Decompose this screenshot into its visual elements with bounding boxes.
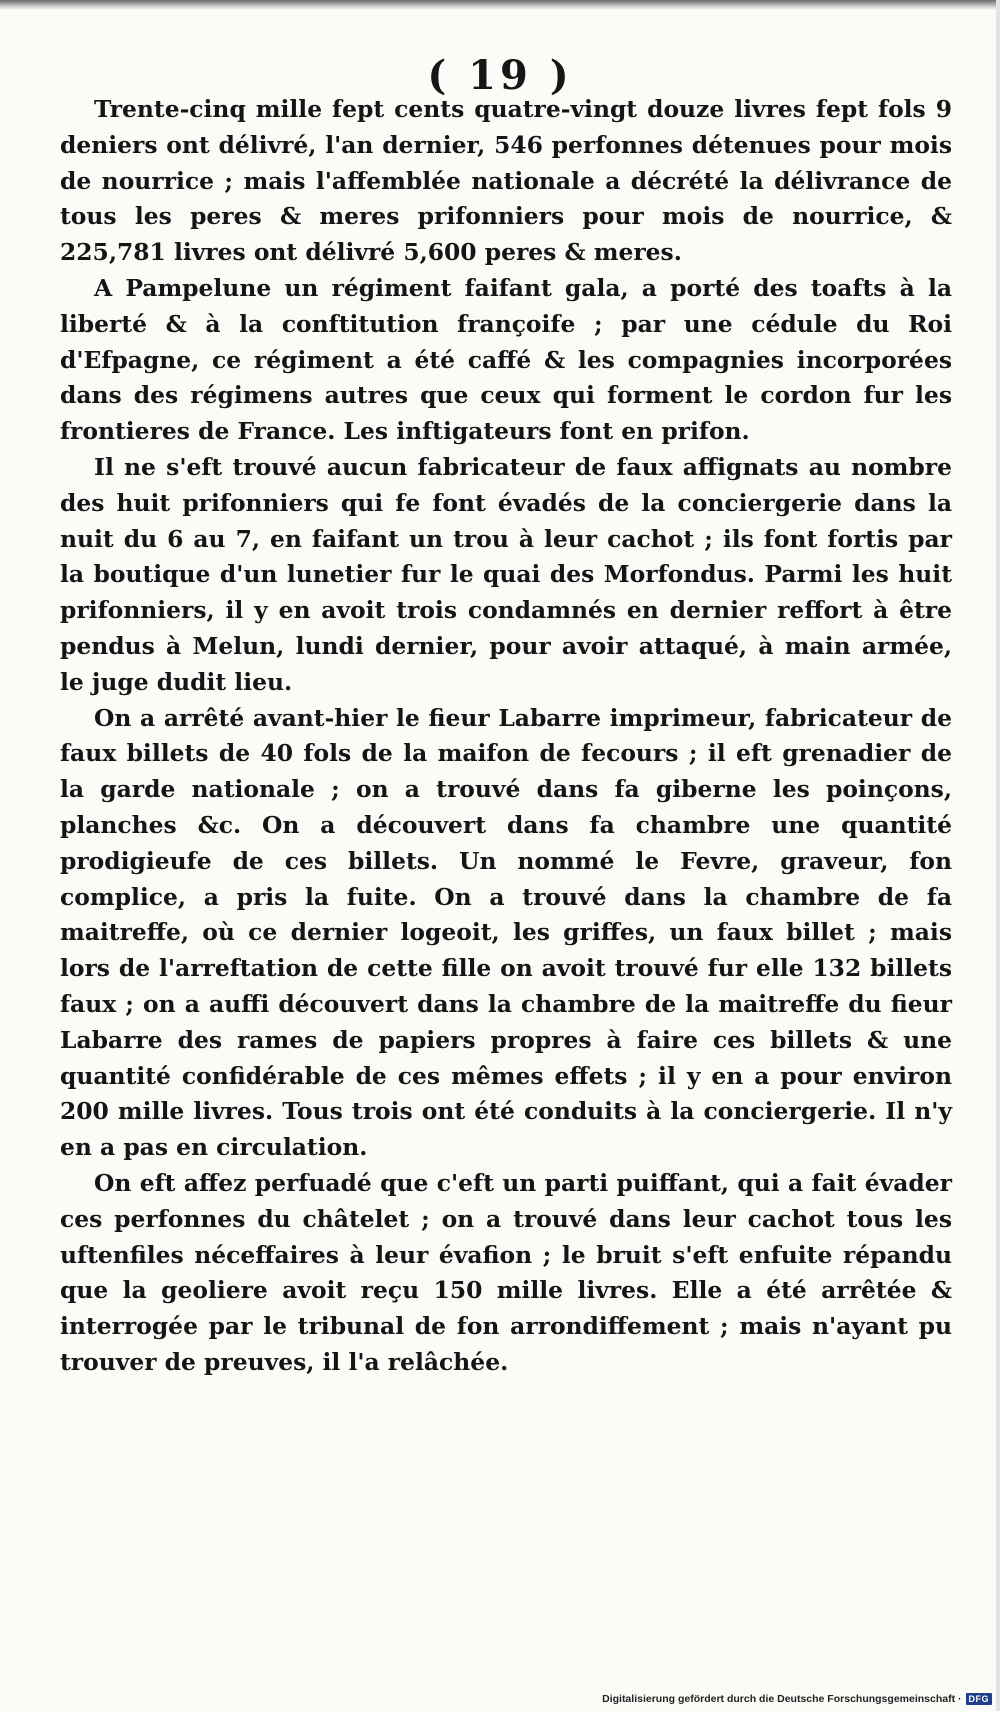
footer-credit: Digitalisierung gefördert durch die Deutsche Forschungsgemeinschaft · xyxy=(602,1693,962,1705)
dfg-logo-icon: DFG xyxy=(966,1693,993,1705)
scan-right-edge xyxy=(996,0,1000,1711)
paragraph-prisonniers: Il ne s'eft trouvé aucun fabricateur de faux affignats au nombre des huit prifonniers qui fe font évadés de la conciergerie dans la nuit du 6 au 7, en faifant un trou à leur cachot ; ils font fortis par la boutique d'un lunetier fur le quai des Morfondus. Parmi les huit prifonniers, il y en avoit trois condamnés en dernier reffort à être pendus à Melun, lundi dernier, pour avoir attaqué, à main armée, le juge dudit lieu. xyxy=(60,452,952,696)
scan-top-edge xyxy=(0,0,1000,10)
paragraph-chatelet: On eft affez perfuadé que c'eft un parti puiffant, qui a fait évader ces perfonnes du châtelet ; on a trouvé dans leur cachot tous les uftenfiles néceffaires à leur évafion ; le bruit s'eft enfuite répandu que la geoliere avoit reçu 150 mille livres. Elle a été arrêtée & interrogée par le tribunal de fon arrondiffement ; mais n'ayant pu trouver de preuves, il l'a relâchée. xyxy=(60,1168,952,1376)
digitization-footer xyxy=(602,1693,992,1705)
page-number: ( 19 ) xyxy=(427,52,573,99)
paragraph-nourrice: Trente-cinq mille fept cents quatre-vingt douze livres fept fols 9 deniers ont délivré, l'an dernier, 546 perfonnes détenues pour mois de nourrice ; mais l'affemblée nationale a décrété la délivrance de tous les peres & meres prifonniers pour mois de nourrice, & 225,781 livres ont délivré 5,600 peres & meres. xyxy=(60,95,952,267)
paragraph-pampelune: A Pampelune un régiment faifant gala, a porté des toafts à la liberté & à la conftitution françoife ; par une cédule du Roi d'Efpagne, ce régiment a été caffé & les compagnies incorporées dans des régimens autres que ceux qui forment le cordon fur les frontieres de France. Les inftigateurs font en prifon. xyxy=(60,273,952,446)
article-text xyxy=(60,92,952,1381)
paragraph-labarre: On a arrêté avant-hier le fieur Labarre imprimeur, fabricateur de faux billets de 40 fols de la maifon de fecours ; il eft grenadier de la garde nationale ; on a trouvé dans fa giberne les poinçons, planches &c. On a découvert dans fa chambre une quantité prodigieufe de ces billets. Un nommé le Fevre, graveur, fon complice, a pris la fuite. On a trouvé dans la chambre de fa maitreffe, où ce dernier logeoit, les griffes, un faux billet ; mais lors de l'arreftation de cette fille on avoit trouvé fur elle 132 billets faux ; on a auffi découvert dans la chambre de la maitreffe du fieur Labarre des rames de papiers propres à faire ces billets & une quantité confidérable de ces mêmes effets ; il y en a pour environ 200 mille livres. Tous trois ont été conduits à la conciergerie. Il n'y en a pas en circulation. xyxy=(60,703,952,1162)
